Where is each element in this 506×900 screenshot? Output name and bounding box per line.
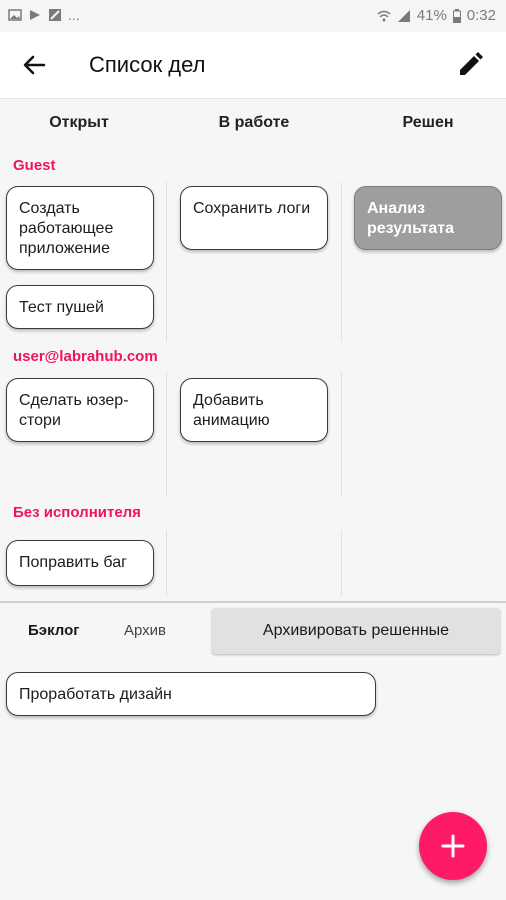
status-bar bbox=[0, 0, 506, 32]
tab-backlog[interactable]: Бэклог bbox=[28, 622, 80, 639]
group-title-unassigned: Без исполнителя bbox=[13, 504, 141, 521]
app-bar bbox=[0, 32, 506, 99]
column-divider bbox=[341, 530, 342, 596]
group-title-user: user@labrahub.com bbox=[13, 348, 158, 365]
column-divider bbox=[166, 182, 167, 342]
status-system bbox=[377, 7, 496, 24]
column-header-open: Открыт bbox=[49, 114, 109, 131]
tab-archive[interactable]: Архив bbox=[124, 622, 167, 639]
plus-icon bbox=[440, 833, 466, 859]
group-title-guest: Guest bbox=[13, 157, 56, 174]
battery-icon bbox=[453, 9, 461, 23]
task-card[interactable]: Создать работающее приложение bbox=[6, 186, 154, 270]
column-divider bbox=[341, 372, 342, 496]
section-separator bbox=[0, 601, 506, 603]
clock: 0:32 bbox=[466, 7, 496, 24]
task-card[interactable]: Сохранить логи bbox=[180, 186, 328, 250]
column-header-in-progress: В работе bbox=[218, 114, 290, 131]
add-task-button[interactable] bbox=[419, 812, 487, 880]
column-header-done: Решен bbox=[402, 114, 454, 131]
column-divider bbox=[166, 372, 167, 496]
pencil-icon bbox=[454, 49, 486, 81]
backlog-item[interactable]: Проработать дизайн bbox=[6, 672, 376, 716]
edit-button[interactable] bbox=[454, 49, 486, 81]
task-card[interactable]: Поправить баг bbox=[6, 540, 154, 586]
column-divider bbox=[341, 182, 342, 342]
more-notifications: ... bbox=[68, 7, 80, 23]
page-title: Список дел bbox=[89, 52, 206, 77]
signal-icon bbox=[397, 9, 411, 23]
wifi-icon bbox=[377, 9, 391, 23]
image-icon bbox=[8, 8, 22, 22]
status-notifications bbox=[8, 7, 80, 23]
task-card[interactable]: Добавить анимацию bbox=[180, 378, 328, 442]
task-card[interactable]: Сделать юзер-стори bbox=[6, 378, 154, 442]
task-card[interactable]: Тест пушей bbox=[6, 285, 154, 329]
arrow-left-icon bbox=[18, 49, 50, 81]
task-card-done[interactable]: Анализ результата bbox=[354, 186, 502, 250]
back-button[interactable] bbox=[18, 49, 50, 81]
battery-percent: 41% bbox=[416, 7, 447, 24]
app-notification-icon bbox=[48, 8, 62, 22]
column-divider bbox=[166, 530, 167, 596]
play-store-icon bbox=[28, 8, 42, 22]
archive-solved-button[interactable]: Архивировать решенные bbox=[212, 608, 500, 654]
